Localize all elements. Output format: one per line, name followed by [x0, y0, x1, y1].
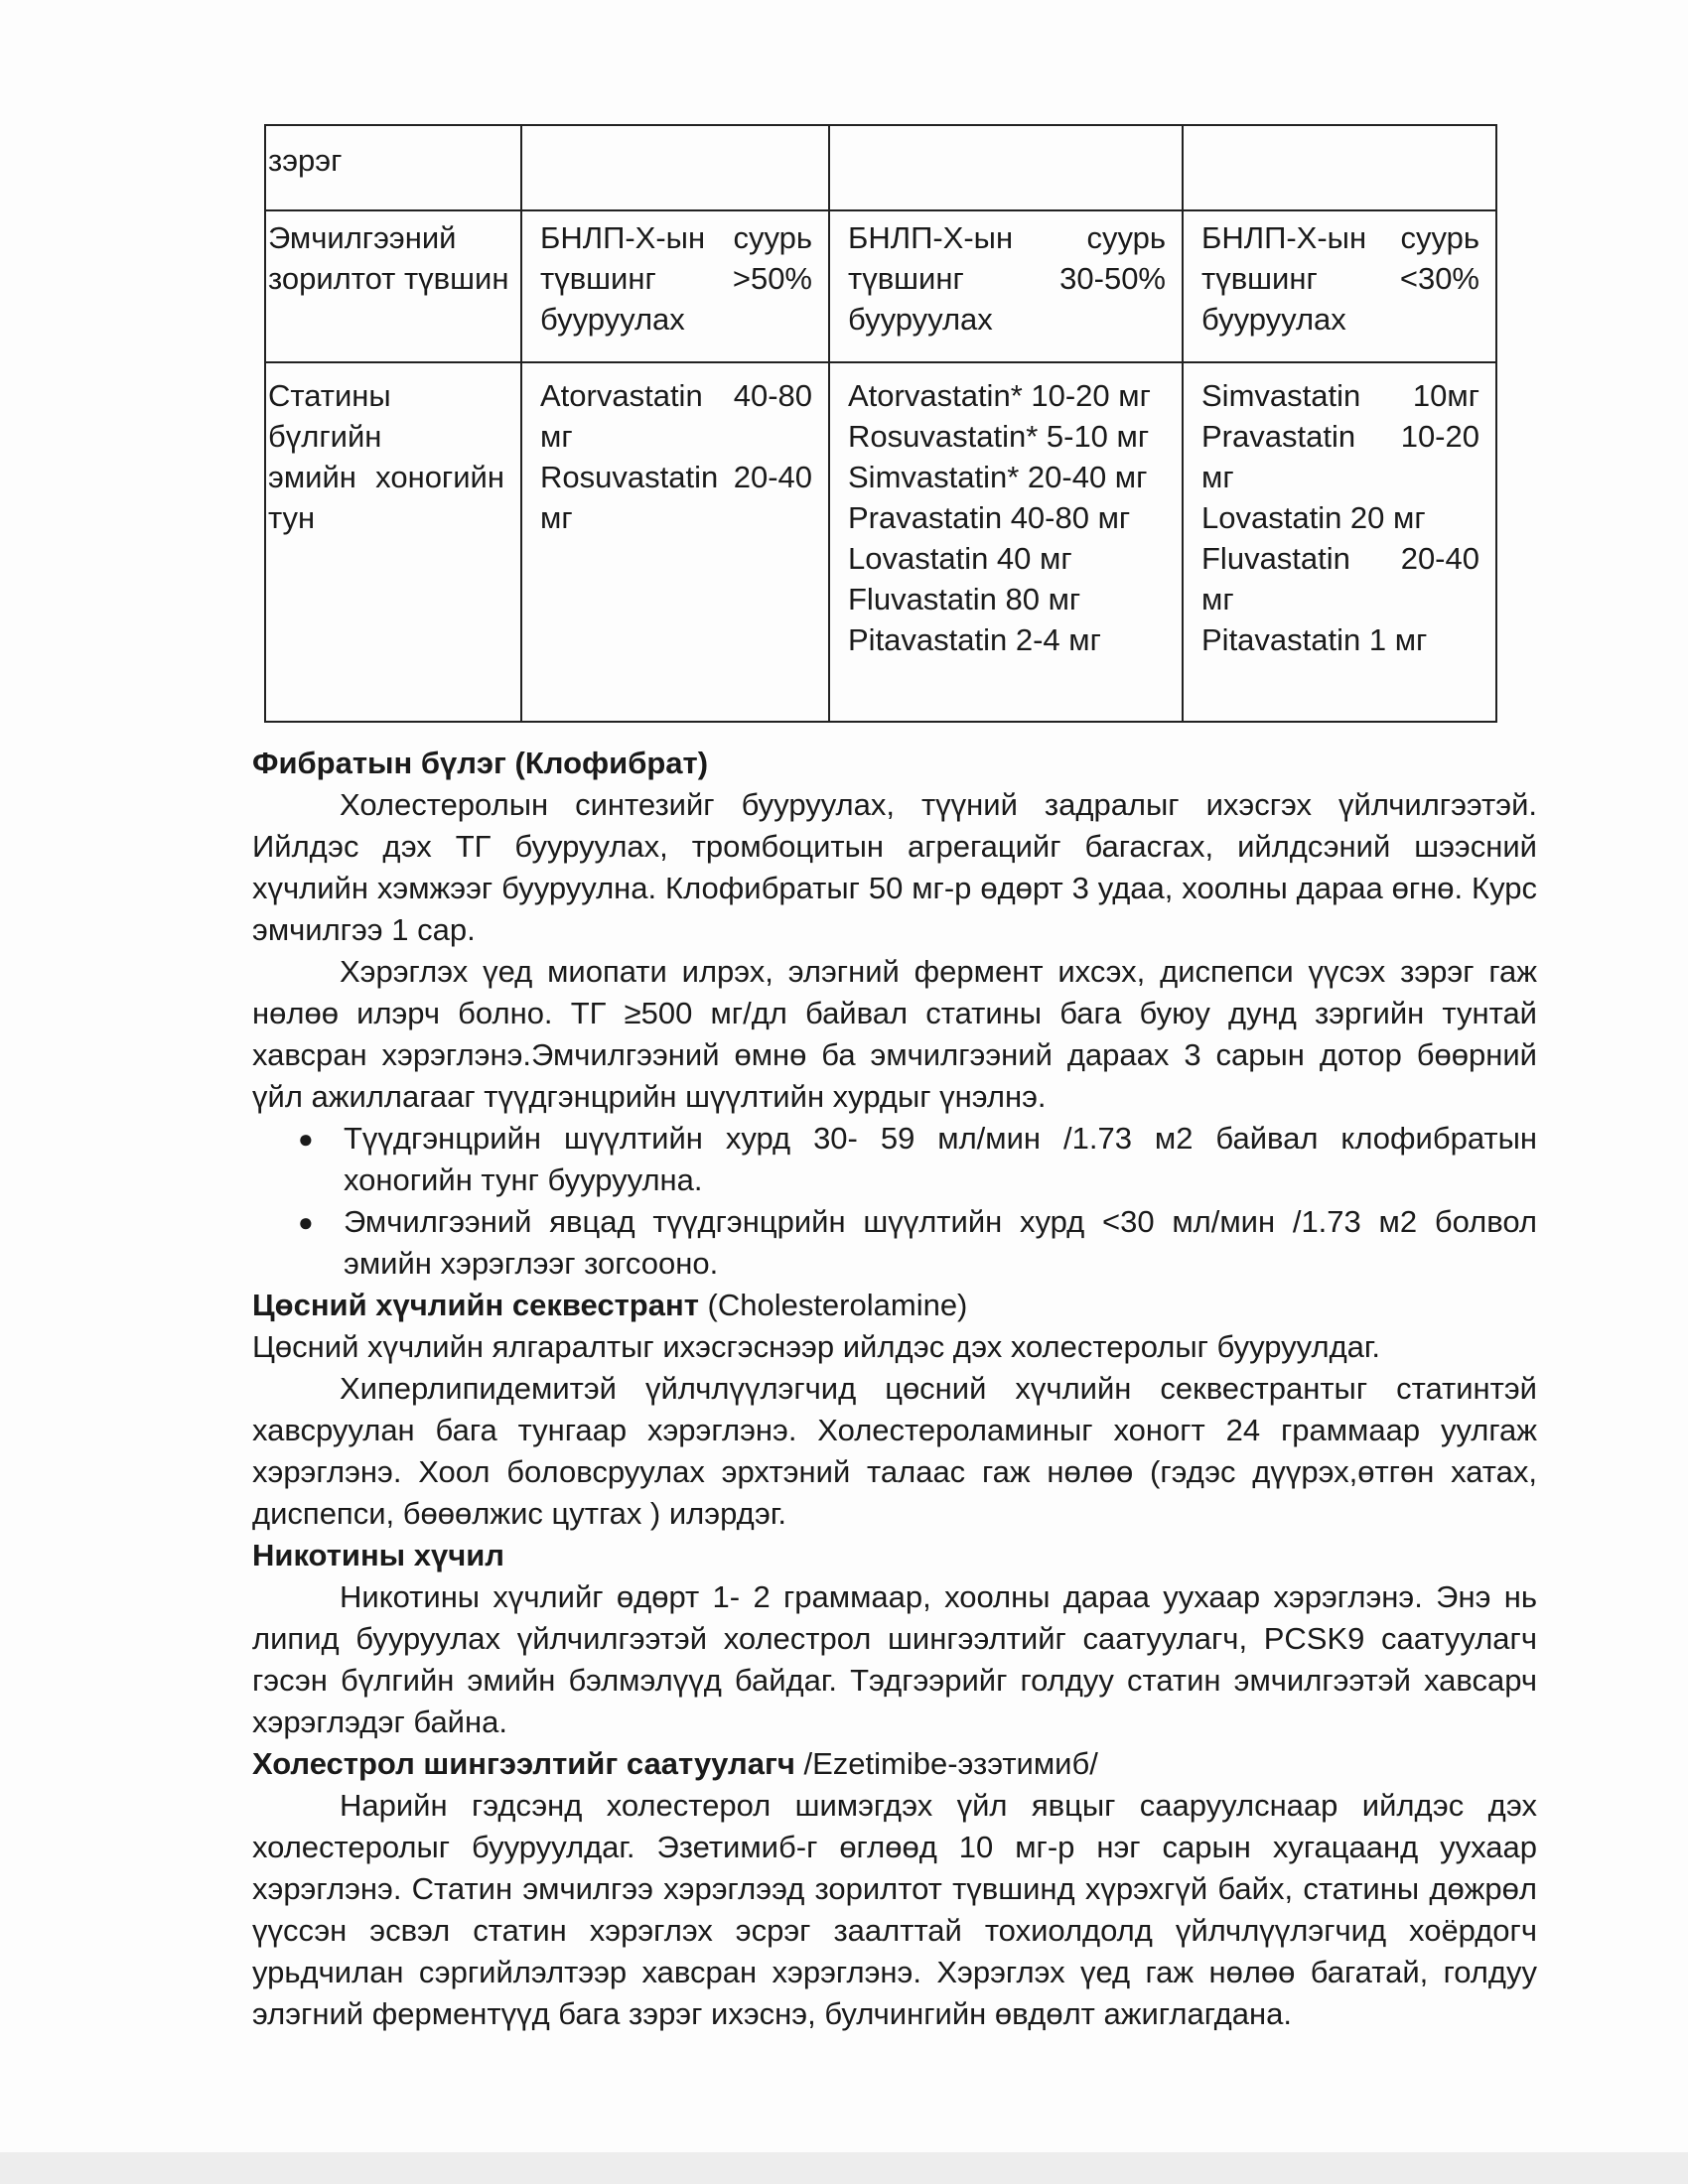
- heading-text: Цөсний хүчлийн секвестрант: [252, 1288, 699, 1322]
- cell-line: БНЛП-Х-ын суурь: [540, 220, 812, 255]
- cell-line: түвшинг 30-50%: [848, 261, 1166, 296]
- cell-line: Rosuvastatin* 5-10 мг: [848, 419, 1150, 454]
- cell-line: Pravastatin 10-20: [1201, 419, 1479, 454]
- cell-line: БНЛП-Х-ын суурь: [848, 220, 1166, 255]
- table-cell: [1183, 125, 1496, 210]
- cell-line: Pitavastatin 1 мг: [1201, 622, 1428, 657]
- cell-line: бууруулах: [540, 302, 685, 337]
- paragraph: Нарийн гэдсэнд холестерол шимэгдэх үйл явцыг сааруулснаар ийлдэс дэх холестеролыг бууруулдаг. Эзетимиб-г өглөөд 10 мг-р нэг сарын хугацаанд уухаар хэрэглэнэ. Статин эмчилгээ хэрэглээд зорилтот түвшинд хүрэхгүй байх, статины дөжрөл үүссэн эсвэл статин хэрэглэх эсрэг заалттай тохиолдолд үйлчлүүлэгчид хоёрдогч урьдчилан сэргийлэлтээр хавсран хэрэглэнэ. Хэрэглэх үед гаж нөлөө багатай, голдуу элэгний ферментүүд бага зэрэг ихэснэ, булчингийн өвдөлт ажиглагдана.: [252, 1788, 1537, 2031]
- section-heading-ezetimibe: [252, 1743, 1537, 1785]
- cell-line: Pravastatin 40-80 мг: [848, 500, 1131, 535]
- cell-line: БНЛП-Х-ын суурь: [1201, 220, 1479, 255]
- cell-line: Lovastatin 20 мг: [1201, 500, 1426, 535]
- cell-line: Fluvastatin 80 мг: [848, 582, 1081, 616]
- paragraph: Хиперлипидемитэй үйлчлүүлэгчид цөсний хүчлийн секвестрантыг статинтэй хавсруулан бага тунгаар хэрэглэнэ. Холестероламиныг хоногт 24 граммаар уулгаж хэрэглэнэ. Хоол боловсруулах эрхтэний талаас гаж нөлөө (гэдэс дүүрэх,өтгөн хатах, диспепси, бөөөлжис цутгах ) илэрдэг.: [252, 1371, 1537, 1531]
- cell-line: мг: [1201, 582, 1234, 616]
- paragraph: Никотины хүчлийг өдөрт 1- 2 граммаар, хоолны дараа уухаар хэрэглэнэ. Энэ нь липид бууруулах үйлчилгээтэй холестрол шингээлтийг саатуулагч, PCSK9 саатуулагч гэсэн бүлгийн эмийн бэлмэлүүд байдаг. Тэдгээрийг голдуу статин эмчилгээтэй хавсарч хэрэглэдэг байна.: [252, 1579, 1537, 1739]
- bullet-icon: ●: [298, 1207, 314, 1237]
- cell-line: тун: [268, 500, 316, 535]
- section-heading-nicotinic-acid: Никотины хүчил: [252, 1538, 504, 1572]
- cell-line: бууруулах: [848, 302, 993, 337]
- cell-line: Pitavastatin 2-4 мг: [848, 622, 1101, 657]
- cell-line: Lovastatin 40 мг: [848, 541, 1072, 576]
- table-cell: [265, 210, 521, 362]
- table-cell: [265, 362, 521, 722]
- list-item-text: Түүдгэнцрийн шүүлтийн хурд 30- 59 мл/мин /1.73 м2 байвал клофибратын хоногийн тунг бууруулна.: [344, 1121, 1537, 1197]
- heading-suffix: /Ezetimibe-эзэтимиб/: [794, 1746, 1098, 1781]
- scan-edge: [0, 2152, 1688, 2184]
- cell-line: түвшинг >50%: [540, 261, 812, 296]
- section-heading-bile-acid: [252, 1285, 1537, 1326]
- table-row: [265, 210, 1496, 362]
- cell-line: мг: [1201, 460, 1234, 494]
- cell-line: зорилтот түвшин: [268, 261, 509, 296]
- table-cell: [1183, 210, 1496, 362]
- cell-line: Simvastatin* 20-40 мг: [848, 460, 1148, 494]
- bullet-list: [252, 1118, 1537, 1285]
- cell-line: Simvastatin 10мг: [1201, 378, 1479, 413]
- heading-text: Холестрол шингээлтийг саатуулагч: [252, 1746, 795, 1781]
- table-cell: зэрэг: [265, 125, 521, 210]
- table-cell: [521, 210, 829, 362]
- list-item-text: Эмчилгээний явцад түүдгэнцрийн шүүлтийн хурд <30 мл/мин /1.73 м2 болвол эмийн хэрэглээг зогсооно.: [344, 1204, 1537, 1281]
- table-row: [265, 362, 1496, 722]
- cell-line: мг: [540, 419, 573, 454]
- cell-line: Статины бүлгийн: [268, 378, 391, 454]
- paragraph: Хэрэглэх үед миопати илрэх, элэгний фермент ихсэх, диспепси үүсэх зэрэг гаж нөлөө илэрч болно. ТГ ≥500 мг/дл байвал статины бага буюу дунд зэргийн тунтай хавсран хэрэглэнэ.Эмчилгээний өмнө ба эмчилгээний дараах 3 сарын дотор бөөрний үйл ажиллагааг түүдгэнцрийн шүүлтийн хурдыг үнэлнэ.: [252, 954, 1537, 1114]
- cell-line: бууруулах: [1201, 302, 1346, 337]
- paragraph: Холестеролын синтезийг бууруулах, түүний задралыг ихэсгэх үйлчилгээтэй. Ийлдэс дэх ТГ бууруулах, тромбоцитын агрегацийг багасгах, ийлдсэний шээсний хүчлийн хэмжээг бууруулна. Клофибратыг 50 мг-р өдөрт 3 удаа, хоолны дараа өгнө. Курс эмчилгээ 1 сар.: [252, 787, 1537, 947]
- table-cell: [1183, 362, 1496, 722]
- table-cell: [521, 362, 829, 722]
- table-cell: [521, 125, 829, 210]
- cell-line: Эмчилгээний: [268, 220, 457, 255]
- table-cell: [829, 362, 1183, 722]
- section-heading-fibrate: Фибратын бүлэг (Клофибрат): [252, 746, 709, 780]
- cell-line: мг: [540, 500, 573, 535]
- table-cell: [829, 125, 1183, 210]
- bullet-icon: ●: [298, 1124, 314, 1154]
- document-body: [252, 743, 1537, 2035]
- heading-suffix: (Cholesterolamine): [698, 1288, 968, 1322]
- cell-line: эмийн хоногийн: [268, 460, 504, 494]
- cell-line: Atorvastatin 40-80: [540, 378, 812, 413]
- cell-line: Fluvastatin 20-40: [1201, 541, 1479, 576]
- list-item: [298, 1118, 1537, 1201]
- cell-line: Rosuvastatin 20-40: [540, 460, 812, 494]
- table-cell: [829, 210, 1183, 362]
- cell-line: түвшинг <30%: [1201, 261, 1479, 296]
- paragraph: Цөсний хүчлийн ялгаралтыг ихэсгэснээр ийлдэс дэх холестеролыг бууруулдаг.: [252, 1329, 1381, 1364]
- list-item: [298, 1201, 1537, 1285]
- cell-line: Atorvastatin* 10-20 мг: [848, 378, 1151, 413]
- statin-dose-table: [264, 124, 1497, 723]
- table-row: [265, 125, 1496, 210]
